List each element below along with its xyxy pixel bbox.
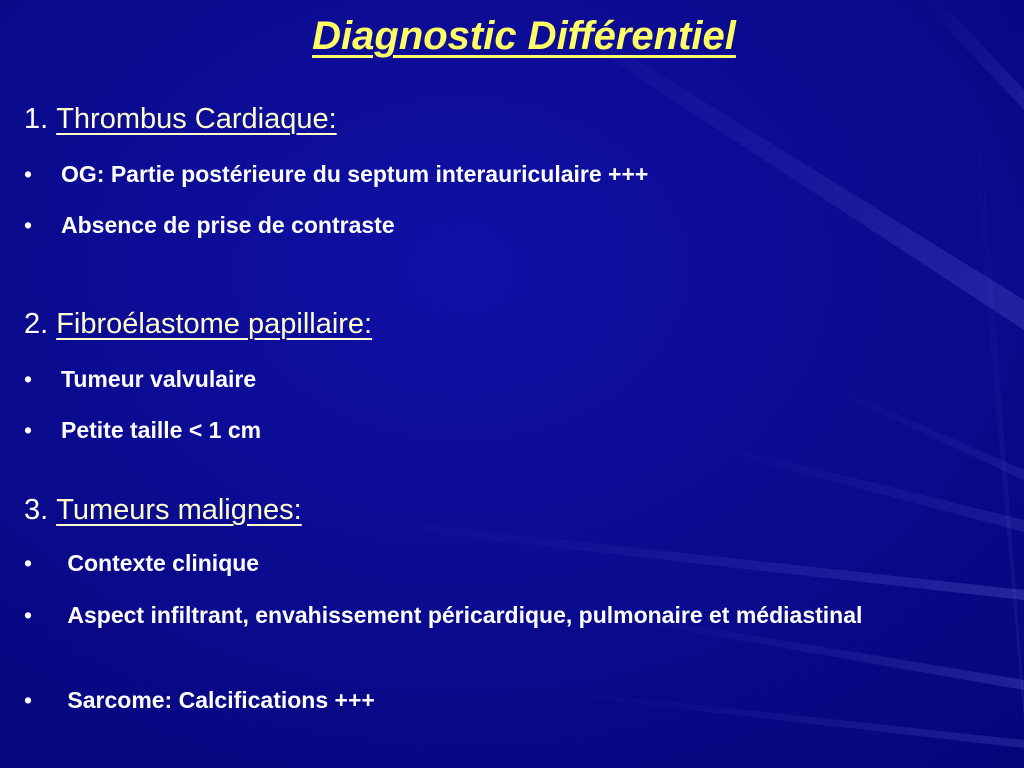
bullet-icon: • (24, 687, 33, 713)
bullet-item (24, 158, 984, 191)
bullet-text: Absence de prise de contraste (61, 212, 395, 238)
bullet-text: Tumeur valvulaire (61, 366, 257, 392)
section-number: 3. (24, 494, 49, 526)
bullet-text: Petite taille < 1 cm (61, 417, 262, 443)
slide-title: Diagnostic Différentiel (312, 14, 736, 58)
bullet-icon: • (24, 550, 33, 576)
section-heading-thrombus (24, 103, 337, 136)
section-heading-text: Thrombus Cardiaque: (56, 103, 337, 135)
bullet-icon: • (24, 366, 33, 392)
bullet-text: Sarcome: Calcifications +++ (61, 687, 375, 713)
bullet-item (24, 599, 984, 632)
bullet-icon: • (24, 602, 33, 628)
bullet-item (24, 414, 984, 447)
bullet-text: OG: Partie postérieure du septum interauriculaire +++ (61, 161, 649, 187)
section-heading-fibroelastome (24, 308, 372, 341)
bullet-text: Contexte clinique (61, 550, 260, 576)
bullet-item (24, 684, 984, 717)
bullet-item (24, 209, 984, 242)
bullet-icon: • (24, 417, 33, 443)
bullet-icon: • (24, 212, 33, 238)
bullet-icon: • (24, 161, 33, 187)
section-heading-text: Fibroélastome papillaire: (56, 308, 373, 340)
section-heading-tumeurs-malignes (24, 494, 302, 527)
section-number: 2. (24, 308, 49, 340)
section-heading-text: Tumeurs malignes: (56, 494, 302, 526)
bullet-item (24, 547, 984, 580)
bullet-text: Aspect infiltrant, envahissement péricardique, pulmonaire et médiastinal (61, 602, 863, 628)
bullet-item (24, 363, 984, 396)
section-number: 1. (24, 103, 49, 135)
